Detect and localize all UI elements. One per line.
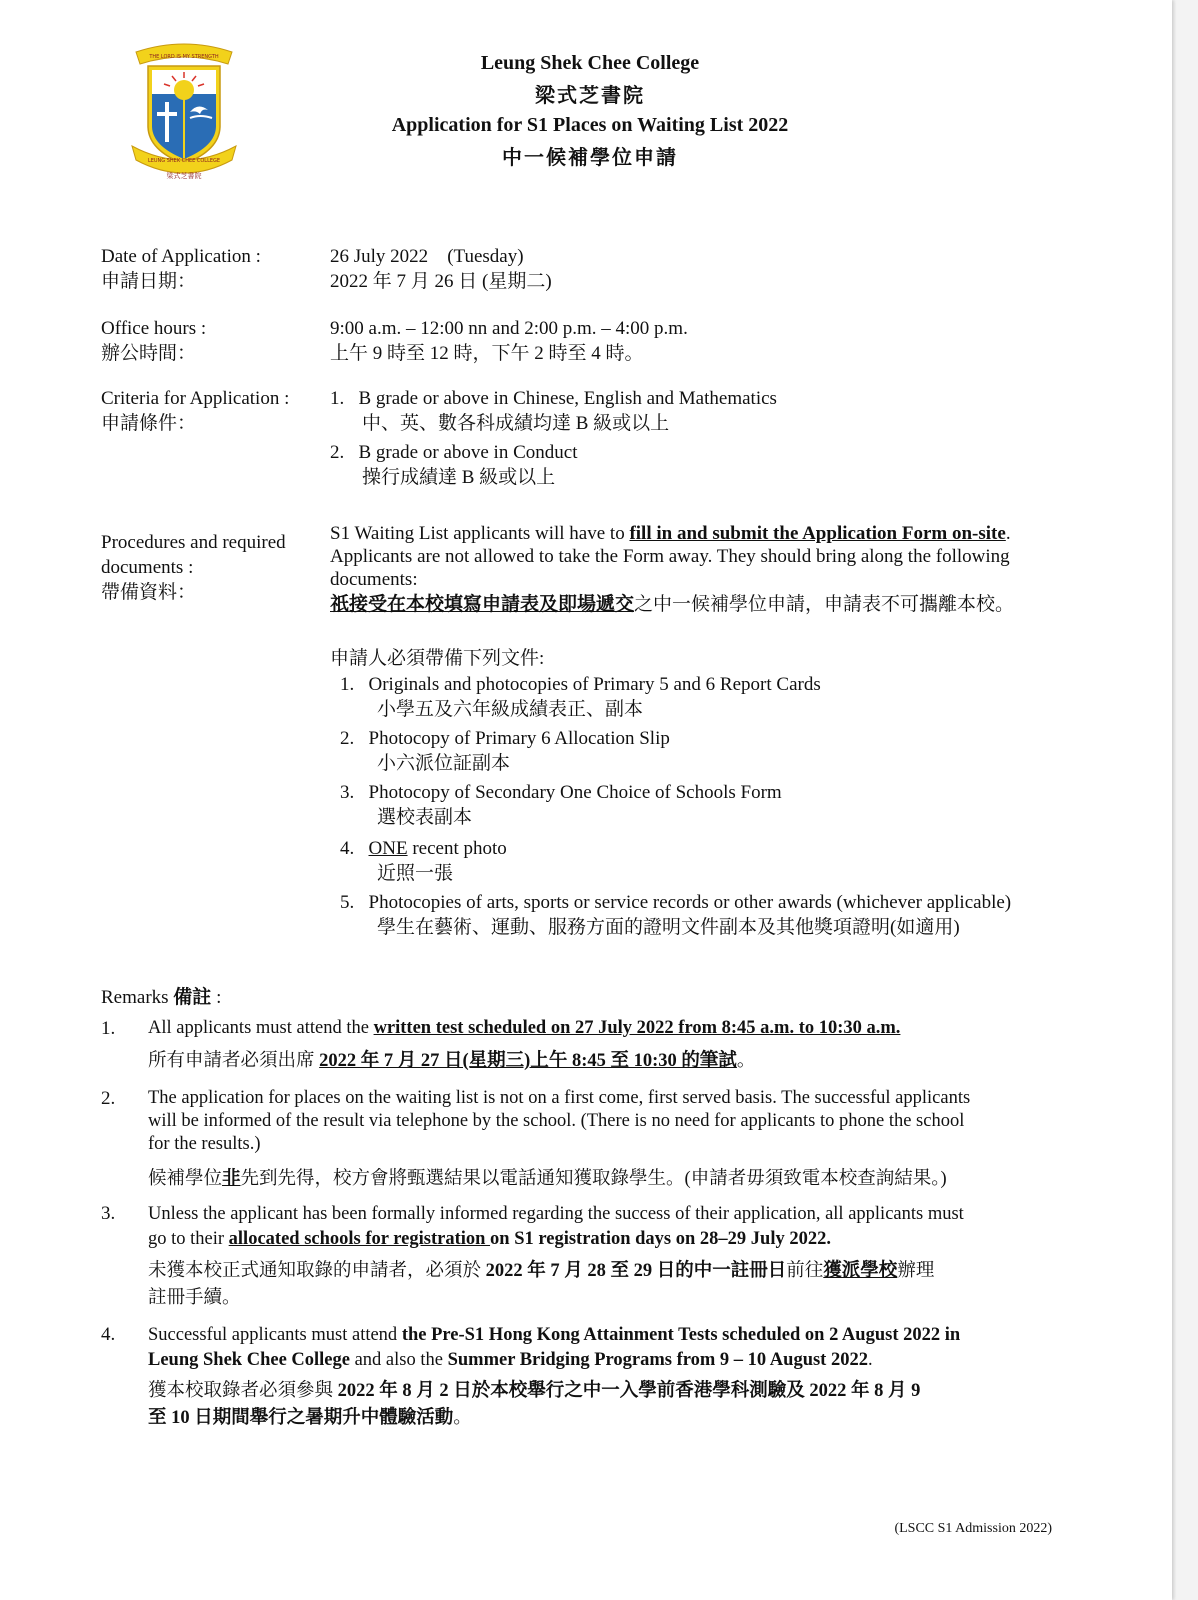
doc-title-zh: 中一候補學位申請 [502,147,678,169]
doc-zh: 學生在藝術、運動、服務方面的證明文件副本及其他獎項證明(如適用) [377,917,960,938]
remark-2-zh [148,1164,947,1190]
remark-text: 先到先得，校方會將甄選結果以電話通知獲取錄學生。(申請者毋須致電本校查詢結果。) [240,1169,947,1189]
remark-bold: Leung Shek Chee College [148,1350,350,1370]
intro-text: S1 Waiting List applicants will have to [330,523,630,544]
doc-item-4 [340,836,507,886]
office-value-en: 9:00 a.m. – 12:00 nn and 2:00 p.m. – 4:00 p.m. [330,318,688,339]
remark-bold: 至 10 日期間舉行之暑期升中體驗活動 [148,1408,454,1428]
remark-line: The application for places on the waiting list is not on a first come, first served basis. The successful applicants [148,1088,971,1108]
remark-text: 前往 [786,1261,824,1281]
remarks-heading-colon: : [211,987,222,1008]
criteria-zh: 中、英、數各科成績均達 B 級或以上 [362,413,670,434]
date-value-zh: 2022 年 7 月 26 日 (星期二) [330,271,552,292]
office-label [101,316,206,366]
criteria-num: 1. [330,388,345,409]
procedures-label-zh: 帶備資料： [101,582,197,603]
remark-line: 註冊手續。 [148,1288,241,1308]
remark-text: and also the [349,1350,448,1370]
remark-line: Unless the applicant has been formally informed regarding the success of their application, all applicants must [148,1204,964,1224]
remark-3-en [148,1202,964,1252]
remark-text: All applicants must attend the [148,1018,374,1038]
remarks-heading-zh: 備註 [173,987,212,1008]
remark-1-zh [148,1046,755,1072]
remark-text: go to their [148,1229,229,1249]
doc-en: recent photo [407,838,507,859]
remark-line: will be informed of the result via telephone by the school. (There is no need for applicants to phone the school [148,1111,965,1131]
remark-text: 獲本校取錄者必須參與 [148,1381,338,1401]
remark-emphasis: 獲派學校 [823,1261,898,1281]
procedures-label-en-1: Procedures and required [101,532,286,553]
remarks-heading [101,982,221,1009]
logo-banner-text: LEUNG SHEK CHEE COLLEGE [147,158,221,164]
doc-num: 2. [340,728,355,749]
office-value-zh: 上午 9 時至 12 時，下午 2 時至 4 時。 [330,343,644,364]
doc-zh: 選校表副本 [377,807,473,828]
remark-num: 4. [101,1324,116,1345]
remark-3-zh [148,1258,934,1312]
doc-num: 5. [340,892,355,913]
doc-item-2 [340,726,670,776]
doc-zh: 近照一張 [377,863,454,884]
doc-item-1 [340,672,821,722]
remark-2-en [148,1087,970,1156]
remark-1-en [148,1018,900,1039]
remark-emphasis: allocated schools for registration [228,1229,491,1249]
intro-zh-emphasis: 祇接受在本校填寫申請表及即場遞交 [330,594,635,615]
intro-line-2: Applicants are not allowed to take the Form away. They should bring along the following [330,546,1010,567]
remark-text: 。 [736,1051,756,1071]
doc-num: 3. [340,782,355,803]
date-value [330,244,552,294]
remark-emphasis: 非 [222,1169,241,1189]
date-label [101,244,261,294]
footer-reference: (LSCC S1 Admission 2022) [894,1521,1052,1536]
remark-text: 辦理 [897,1261,935,1281]
date-label-en: Date of Application : [101,246,261,267]
remark-4-zh [148,1378,920,1432]
remark-text: 。 [453,1408,472,1428]
intro-emphasis: fill in and submit the Application Form on-site [629,523,1006,544]
remark-bold: on S1 registration days on 28–29 July 2022. [490,1229,831,1249]
office-label-zh: 辦公時間： [101,343,197,364]
date-value-day: (Tuesday) [447,246,524,267]
docs-heading-zh: 申請人必須帶備下列文件: [330,648,545,669]
logo-motto-text: THE LORD IS MY STRENGTH [149,54,219,60]
doc-item-3 [340,780,782,830]
doc-en: Photocopy of Primary 6 Allocation Slip [368,728,670,749]
criteria-en: B grade or above in Chinese, English and Mathematics [358,388,777,409]
criteria-zh: 操行成績達 B 級或以上 [362,467,556,488]
intro-zh-text: 之中一候補學位申請，申請表不可攜離本校。 [634,594,1015,615]
remark-text: Successful applicants must attend [148,1325,402,1345]
doc-en-emphasis: ONE [368,838,408,859]
office-label-en: Office hours : [101,318,207,339]
doc-num: 4. [340,838,355,859]
doc-num: 1. [340,674,355,695]
office-value [330,316,688,366]
remark-num: 1. [101,1018,116,1039]
criteria-item-2 [330,440,577,490]
procedures-label [101,530,286,605]
remarks-heading-en: Remarks [101,987,174,1008]
criteria-num: 2. [330,442,345,463]
remark-num: 2. [101,1088,116,1109]
doc-title-en: Application for S1 Places on Waiting List 2022 [391,114,789,136]
procedures-label-en-2: documents : [101,557,194,578]
remark-bold: Summer Bridging Programs from 9 – 10 August 2022 [447,1350,868,1370]
remark-emphasis: 2022 年 7 月 27 日(星期三)上午 8:45 至 10:30 的筆試 [319,1051,737,1071]
remark-text: 所有申請者必須出席 [148,1051,320,1071]
remark-bold: the Pre-S1 Hong Kong Attainment Tests scheduled on 2 August 2022 in [401,1325,961,1345]
doc-zh: 小學五及六年級成績表正、副本 [377,699,644,720]
intro-punct: . [1005,523,1011,544]
date-label-zh: 申請日期： [101,271,197,292]
remark-line: for the results.) [148,1134,261,1154]
procedures-intro [330,522,1014,616]
logo-zh-text: 梁式芝書院 [166,172,202,180]
remark-text: 未獲本校正式通知取錄的申請者，必須於 [148,1261,486,1281]
doc-en: Photocopies of arts, sports or service records or other awards (whichever applicable) [368,892,1012,913]
criteria-label-zh: 申請條件： [101,413,197,434]
criteria-en: B grade or above in Conduct [358,442,578,463]
school-name-zh: 梁式芝書院 [535,85,645,107]
remark-text: 候補學位 [148,1169,223,1189]
remark-bold: 2022 年 7 月 28 至 29 日的中一註冊日 [485,1261,787,1281]
date-value-en: 26 July 2022 [330,246,429,267]
school-name-en: Leung Shek Chee College [480,52,700,74]
doc-zh: 小六派位証副本 [377,753,511,774]
remark-4-en [148,1323,960,1373]
criteria-label-en: Criteria for Application : [101,388,290,409]
criteria-label [101,386,289,436]
doc-en: Originals and photocopies of Primary 5 and 6 Report Cards [368,674,821,695]
doc-en: Photocopy of Secondary One Choice of Schools Form [368,782,782,803]
remark-bold: 2022 年 8 月 2 日於本校舉行之中一入學前香港學科測驗及 2022 年 8 月 9 [337,1381,921,1401]
criteria-item-1 [330,386,777,436]
remark-num: 3. [101,1203,116,1224]
doc-item-5 [340,890,1011,940]
remark-emphasis: written test scheduled on 27 July 2022 from 8:45 a.m. to 10:30 a.m. [373,1018,901,1038]
school-crest-logo [128,38,240,188]
remark-text: . [867,1350,873,1370]
intro-line-3: documents: [330,569,418,590]
